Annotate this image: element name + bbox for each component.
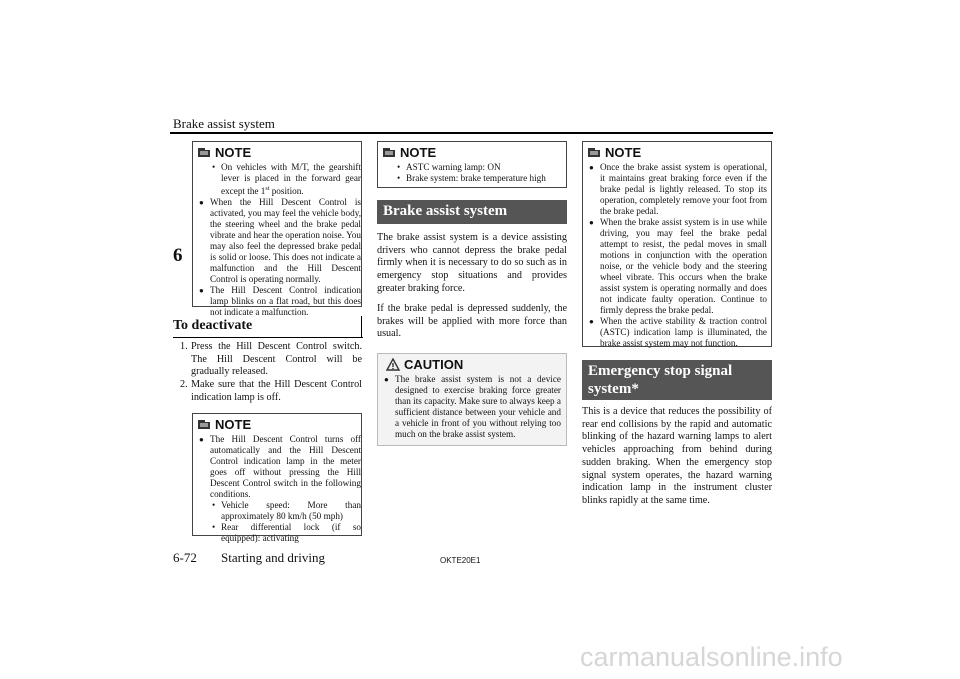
note-box-hdc <box>192 141 362 318</box>
note-bullet: ● When the active stability & traction control (ASTC) indication lamp is illuminated, the brake assist system may not function. <box>583 316 771 349</box>
note-bullet: ● Once the brake assist system is operational, it maintains great braking force even if the brake pedal is lightly released. To stop its operation, completely remove your foot from the brake pedal. <box>583 162 771 217</box>
watermark: carmanualsonline.info <box>580 642 843 672</box>
chapter-number: 6 <box>173 245 183 266</box>
caution-box <box>377 353 567 446</box>
section-heading: To deactivate <box>173 318 253 333</box>
note-label: NOTE <box>400 144 437 160</box>
note-label: NOTE <box>215 416 252 432</box>
note-sub-item: • ASTC warning lamp: ON <box>378 162 566 173</box>
note-icon <box>197 146 211 158</box>
note-header <box>193 414 361 434</box>
note-sub-item: • On vehicles with M/T, the gearshift lever is placed in the forward gear except the 1st position. <box>193 162 361 197</box>
note-icon <box>587 146 601 158</box>
step-list <box>180 341 362 405</box>
note-box-astc <box>377 141 567 188</box>
note-header <box>378 142 566 162</box>
paragraph: The brake assist system is a device assisting drivers who cannot depress the brake pedal firmly when it is necessary to do so such as in emergency stop situations and provides greater braking force. <box>377 232 567 294</box>
note-bullet: ● When the brake assist system is in use while driving, you may feel the brake pedal attempt to resist, the pedal moves in small motions in conjunction with the operation noise, or the vehicle body and the steering wheel vibrate. This occurs when the brake assist system is operating normally and does not indicate faulty operation. Continue to firmly depress the brake pedal. <box>583 217 771 316</box>
note-bullet: ● When the Hill Descent Control is activated, you may feel the vehicle body, the steering wheel and the brake pedal vibrate and hear the operation noise. You may also feel the depressed brake pedal is solid or loose. This does not indicate a malfunction and the Hill Descent Control is operating normally. <box>193 197 361 285</box>
paragraph: If the brake pedal is depressed suddenly, the brakes will be applied with more force than usual. <box>377 303 567 340</box>
caution-label: CAUTION <box>404 356 464 372</box>
note-icon <box>382 146 396 158</box>
caution-bullet: ● The brake assist system is not a device designed to exercise braking force greater than its capacity. Make sure to always keep a sufficient distance between your vehicle and a vehicle in front of you without relying too much on the brake assist system. <box>378 374 566 440</box>
list-item: 2. Make sure that the Hill Descent Control indication lamp is off. <box>180 379 362 403</box>
doc-code: OKTE20E1 <box>440 556 481 565</box>
page-number: 6-72 <box>173 550 197 565</box>
footer-section: Starting and driving <box>221 550 325 565</box>
note-header <box>193 142 361 162</box>
note-label: NOTE <box>605 144 642 160</box>
note-bullet: ● The Hill Descent Control turns off automatically and the Hill Descent Control indication lamp in the meter goes off without pressing the Hill Descent Control switch in the following conditions. <box>193 434 361 500</box>
note-header <box>583 142 771 162</box>
section-banner: Emergency stop signal system* <box>582 360 772 400</box>
caution-header <box>378 354 566 374</box>
list-item: 1. Press the Hill Descent Control switch. The Hill Descent Control will be gradually released. <box>180 341 362 378</box>
note-box-brake-assist <box>582 141 772 347</box>
heading-rule-side <box>361 316 362 338</box>
note-sub-item: • Brake system: brake temperature high <box>378 173 566 184</box>
note-sub-item: • Rear differential lock (if so equipped): activating <box>193 522 361 544</box>
heading-rule <box>173 337 363 338</box>
running-header: Brake assist system <box>173 116 275 131</box>
chapter-tab <box>0 170 170 184</box>
note-icon <box>197 418 211 430</box>
note-box-hdc-off <box>192 413 362 543</box>
note-sub-item: • Vehicle speed: More than approximately 80 km/h (50 mph) <box>193 500 361 522</box>
paragraph: This is a device that reduces the possibility of rear end collisions by the rapid and automatic blinking of the hazard warning lamps to alert vehicles approaching from behind during sudden braking. When the emergency stop signal system operates, the hazard warning indication lamp in the instrument cluster blinks rapidly at the same time. <box>582 406 772 506</box>
header-rule <box>170 132 773 134</box>
warning-icon <box>386 358 400 371</box>
note-bullet: ● The Hill Descent Control indication lamp blinks on a flat road, but this does not indicate a malfunction. <box>193 285 361 318</box>
section-banner: Brake assist system <box>377 200 567 224</box>
note-label: NOTE <box>215 144 252 160</box>
